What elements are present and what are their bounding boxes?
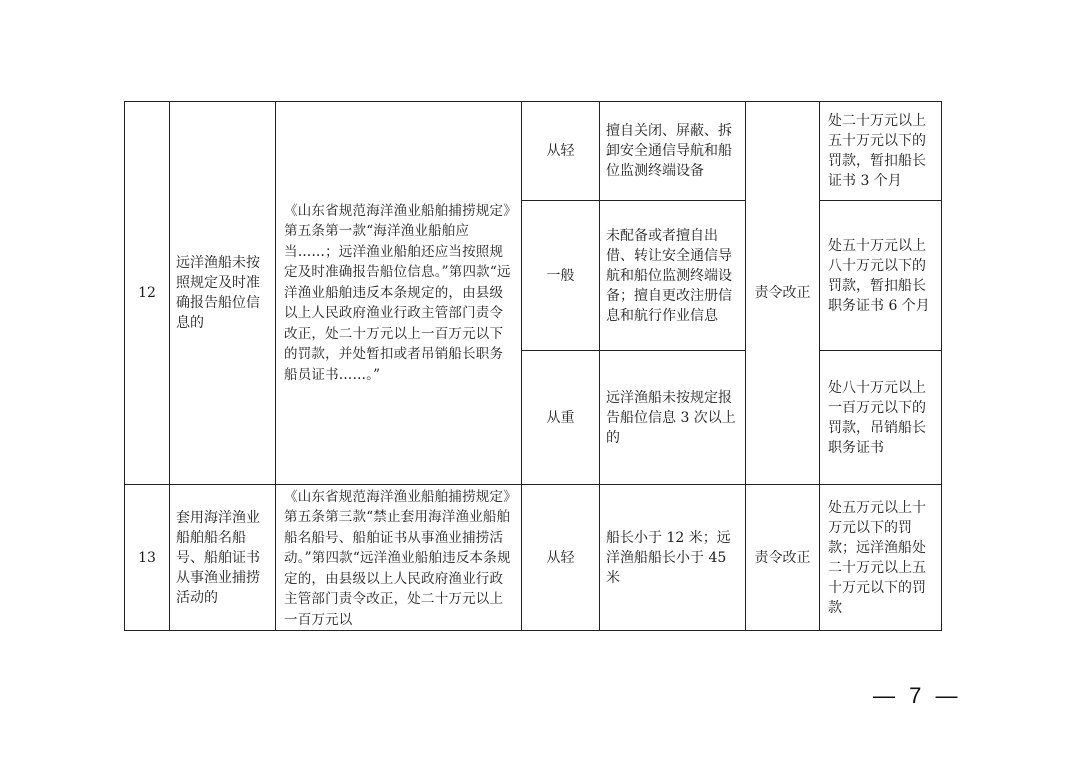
legal-basis-text: 《山东省规范海洋渔业船舶捕捞规定》第五条第三款“禁止套用海洋渔业船舶船名船号、船舶证书从事渔业捕捞活动。”第四款“远洋渔业船舶违反本条规定的，由县级以上人民政府渔业行政主管部门责令改正，处二十万元以上一百万元以 <box>284 488 511 628</box>
violation-title: 套用海洋渔业船舶船名船号、船舶证书从事渔业捕捞活动的 <box>170 485 276 631</box>
penalty-standard: 处五万元以上十万元以下的罚款；远洋渔船处二十万元以上五十万元以下的罚款 <box>820 485 942 631</box>
penalty-level: 从轻 <box>522 485 600 631</box>
legal-basis-text: 《山东省规范海洋渔业船舶捕捞规定》第五条第一款“海洋渔业船舶应当……；远洋渔业船舶还应当按照规定及时准确报告船位信息。”第四款“远洋渔业船舶违反本条规定的，由县级以上人民政府渔业行政主管部门责令改正，处二十万元以上一百万元以下的罚款，并处暂扣或者吊销船长职务船员证书……。” <box>284 202 511 383</box>
row-number: 13 <box>125 485 170 631</box>
legal-basis <box>276 102 522 485</box>
page-number: — 7 — <box>873 683 962 708</box>
violation-title: 远洋渔船未按照规定及时准确报告船位信息的 <box>170 102 276 485</box>
violation-condition: 未配备或者擅自出借、转让安全通信导航和船位监测终端设备；擅自更改注册信息和航行作业信息 <box>600 201 746 351</box>
legal-basis <box>276 485 522 631</box>
penalty-standard: 处二十万元以上五十万元以下的罚款，暂扣船长证书 3 个月 <box>820 102 942 201</box>
penalty-level: 从轻 <box>522 102 600 201</box>
table-row-13 <box>125 485 942 631</box>
penalty-level: 从重 <box>522 351 600 485</box>
penalty-standard: 处八十万元以上一百万元以下的罚款，吊销船长职务证书 <box>820 351 942 485</box>
penalty-level: 一般 <box>522 201 600 351</box>
violation-condition: 擅自关闭、屏蔽、拆卸安全通信导航和船位监测终端设备 <box>600 102 746 201</box>
corrective-action: 责令改正 <box>746 485 820 631</box>
row-number: 12 <box>125 102 170 485</box>
corrective-action: 责令改正 <box>746 102 820 485</box>
violation-condition: 船长小于 12 米；远洋渔船船长小于 45 米 <box>600 485 746 631</box>
penalty-table <box>124 101 942 631</box>
penalty-standard: 处五十万元以上八十万元以下的罚款，暂扣船长职务证书 6 个月 <box>820 201 942 351</box>
violation-condition: 远洋渔船未按规定报告船位信息 3 次以上的 <box>600 351 746 485</box>
table-row-12a <box>125 102 942 201</box>
